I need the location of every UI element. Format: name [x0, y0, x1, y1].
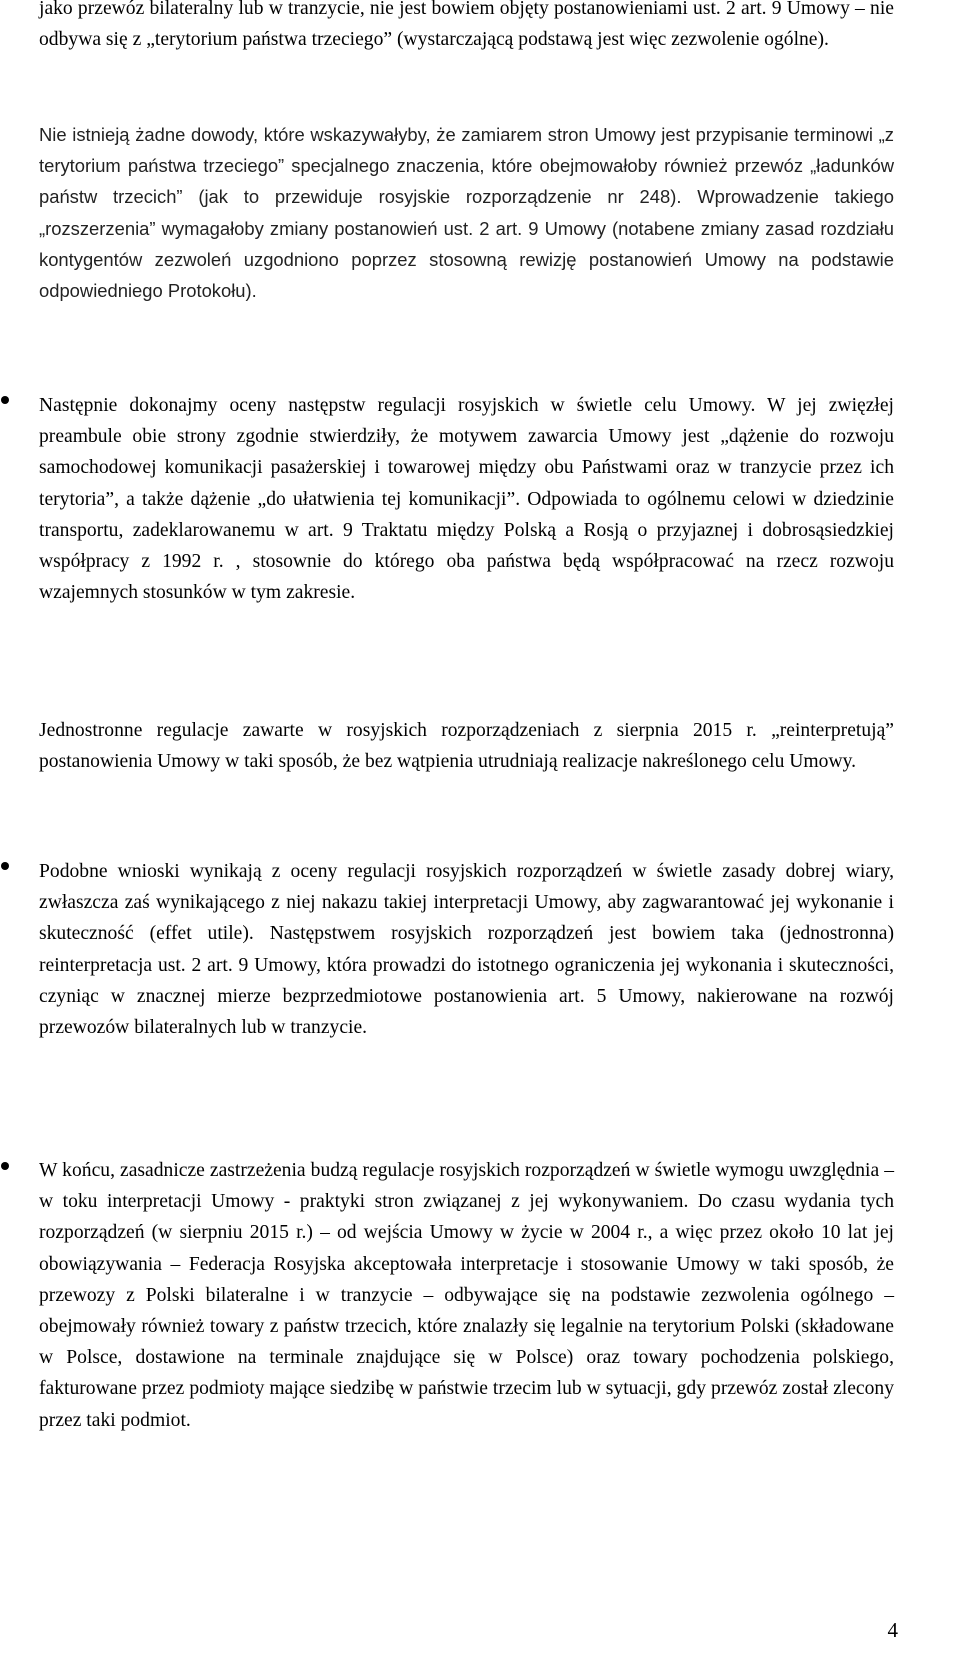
paragraph-purpose: Następnie dokonajmy oceny następstw regulacji rosyjskich w świetle celu Umowy. W jej zwięzłej preambule obie strony zgodnie stwierdziły, że motywem zawarcia Umowy jest „dążenie do rozwoju samochodowej komunikacji pasażerskiej i towarowej między obu Państwami oraz w tranzycie przez ich terytoria”, a także dążenie „do ułatwienia tej komunikacji”. Odpowiada to ogólnemu celowi w dziedzinie transportu, zadeklarowanemu w art. 9 Traktatu między Polską a Rosją o przyjaznej i dobrosąsiedzkiej współpracy z 1992 r. , stosownie do którego oba państwa będą współpracować na rzecz rozwoju wzajemnych stosunków w tym zakresie. — [39, 395, 894, 604]
bullet-marker — [1, 862, 9, 870]
paragraph-practice: W końcu, zasadnicze zastrzeżenia budzą regulacje rosyjskich rozporządzeń w świetle wymogu uwzględnia – w toku interpretacji Umowy - praktyki stron związanej z jej wykonywaniem. Do czasu wydania tych rozporządzeń (w sierpniu 2015 r.) – od wejścia Umowy w życie w 2004 r., a więc przez około 10 lat jej obowiązywania – Federacja Rosyjska akceptowała interpretacje i stosowanie Umowy w taki sposób, że przewozy z Polski bilateralne i w tranzycie – odbywające się na podstawie zezwolenia ogólnego – obejmowały również towary z państw trzecich, które znalazły się legalnie na terytorium Polski (składowane w Polsce, dostawione na terminale znajdujące się w Polsce) oraz towary pochodzenia polskiego, fakturowane przez podmioty mające siedzibę w państwie trzecim lub w sytuacji, gdy przewóz został zlecony przez taki podmiot. — [39, 1160, 894, 1431]
paragraph-good-faith: Podobne wnioski wynikają z oceny regulacji rosyjskich rozporządzeń w świetle zasady dobrej wiary, zwłaszcza zaś wynikającego z niej nakazu takiej interpretacji Umowy, aby zagwarantować jej wykonanie i skuteczność (effet utile). Następstwem rosyjskich rozporządzeń jest bowiem taka (jednostronna) reinterpretacja ust. 2 art. 9 Umowy, która prowadzi do istotnego ograniczenia jej wykonania i skuteczności, czyniąc w znacznej mierze bezprzedmiotowe postanowienia art. 5 Umowy, nakierowane na rozwój przewozów bilateralnych lub w tranzycie. — [39, 861, 894, 1039]
bullet-marker — [1, 396, 9, 404]
paragraph-evidence: Nie istnieją żadne dowody, które wskazywałyby, że zamiarem stron Umowy jest przypisanie terminowi „z terytorium państwa trzeciego” specjalnego znaczenia, które obejmowałoby również przewóz „ładunków państw trzecich” (jak to przewiduje rosyjskie rozporządzenie nr 248). Wprowadzenie takiego „rozszerzenia” wymagałoby zmiany postanowień ust. 2 art. 9 Umowy (notabene zmiany zasad rozdziału kontygentów zezwoleń uzgodniono poprzez stosowną rewizję postanowień Umowy na podstawie odpowiedniego Protokołu). — [39, 124, 894, 302]
paragraph-intro: jako przewóz bilateralny lub w tranzycie, nie jest bowiem objęty postanowieniami ust. 2 art. 9 Umowy – nie odbywa się z „terytorium państwa trzeciego” (wystarczającą podstawą jest więc zezwolenie ogólne). — [39, 0, 894, 51]
paragraph-unilateral: Jednostronne regulacje zawarte w rosyjskich rozporządzeniach z sierpnia 2015 r. „reinterpretują” postanowienia Umowy w taki sposób, że bez wątpienia utrudniają realizacje nakreślonego celu Umowy. — [39, 720, 894, 773]
page-number: 4 — [887, 1618, 898, 1642]
bullet-marker — [1, 1162, 9, 1170]
